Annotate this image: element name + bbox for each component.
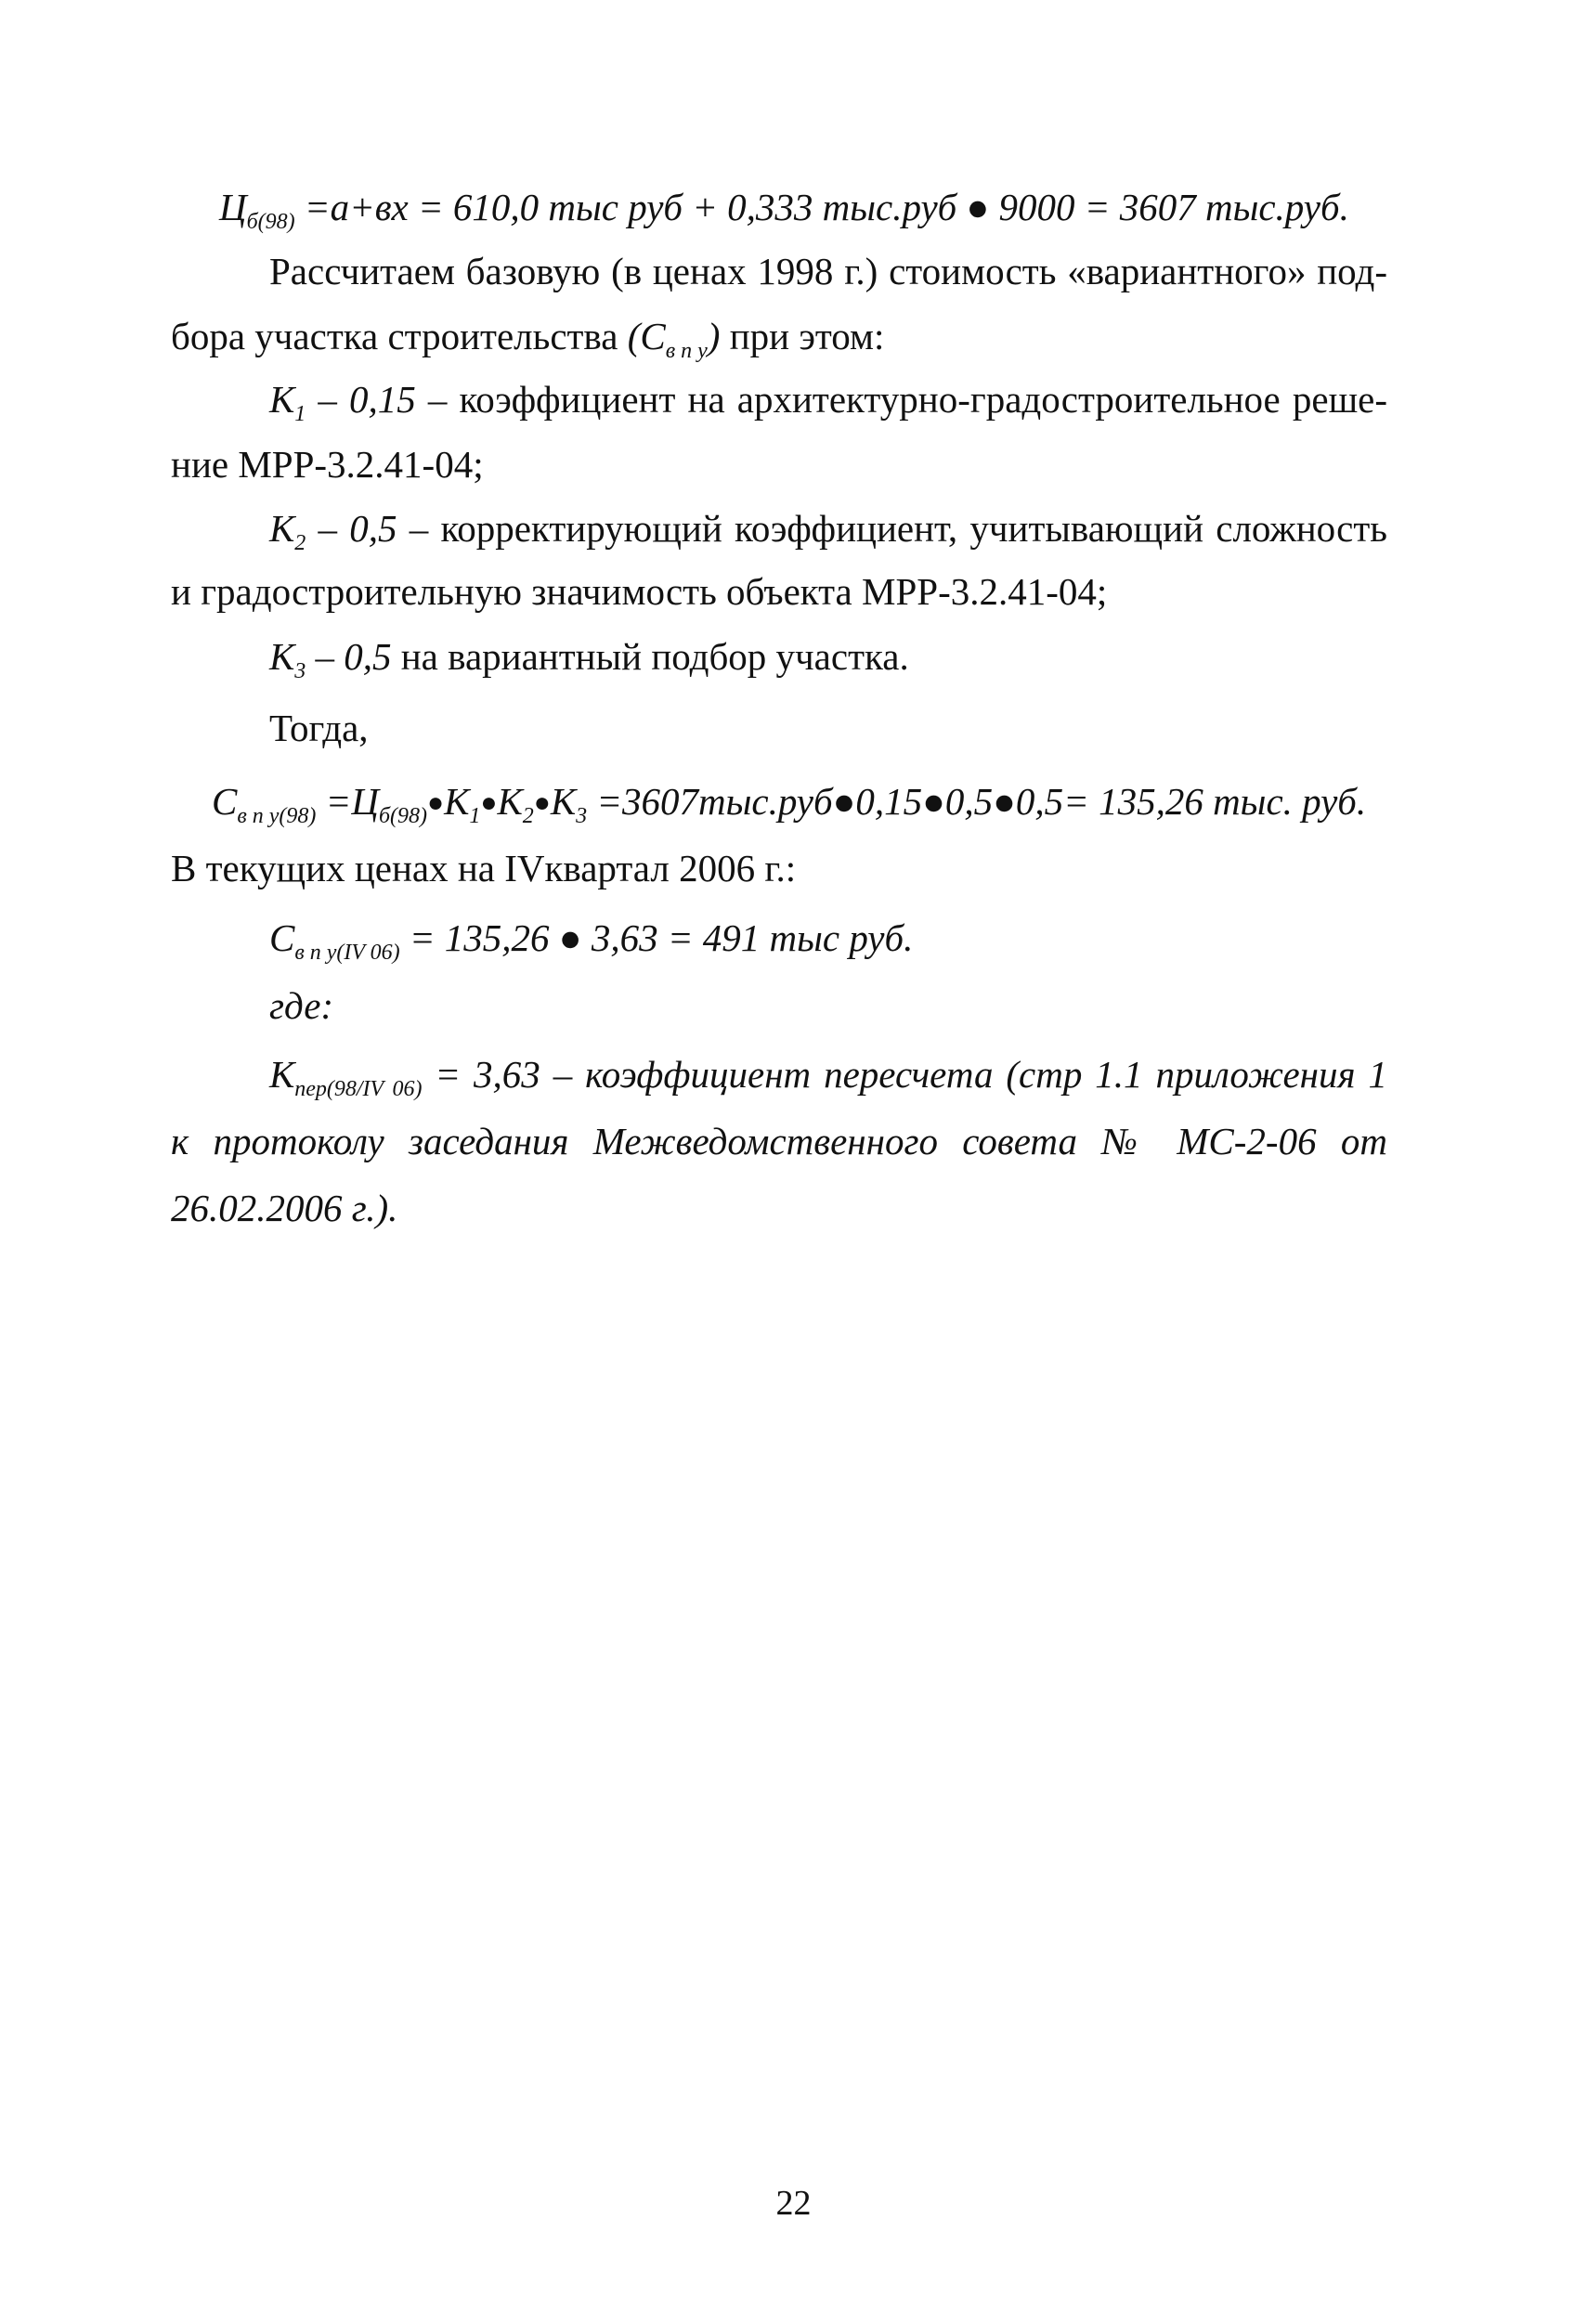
formula-cost-2006: $С_{в п у(IV 06)} = 135,26$ ● 3,63 = 491 тыс руб. — [269, 916, 914, 965]
cost-symbol: $(С_{в п у})$ — [627, 315, 721, 363]
page-number: 22 — [775, 2184, 812, 2223]
k2-definition-line1: $К_2 - 0,5$ – корректирующий коэффициент, учитывающий сложность — [269, 507, 1387, 555]
k1-definition-line2: ние МРР-3.2.41-04; — [171, 443, 484, 486]
paragraph-base-cost-line1: Рассчитаем базовую (в ценах 1998 г.) стоимость «вариантного» под- — [269, 250, 1387, 292]
note-line2: к протоколу заседания Межведомственного совета № МС-2-06 от — [171, 1120, 1387, 1162]
k1-symbol: $К_1 - 0,15$ — [269, 378, 416, 426]
formula-cost-1998: $С_{в п у(98)}$ $=Ц_{б(98)}●К_1●К_2●К_3$ =3607тыс.руб●0,15●0,5●0,5= 135,26 тыс. руб. — [212, 780, 1367, 828]
then-word: Тогда, — [269, 707, 369, 749]
k1-definition-line1: $К_1 - 0,15$ – коэффициент на архитектурно-градостроительное реше- — [269, 378, 1387, 426]
k2-definition-line2: и градостроительную значимость объекта МРР-3.2.41-04; — [171, 570, 1108, 613]
current-prices-heading: В текущих ценах на IVквартал 2006 г.: — [171, 847, 797, 889]
price-subscript: б(98) — [246, 210, 295, 234]
price-symbol: Ц — [219, 186, 247, 228]
k2-symbol: $К_2 - 0,5$ — [269, 507, 397, 555]
paragraph-base-cost-line2: бора участка строительства $(С_{в п у})$ при этом: — [171, 315, 885, 363]
price-expression: =a+вх = 610,0 тыс руб + 0,333 тыс.руб ● 9000 = 3607 тыс.руб. — [294, 186, 1349, 228]
formula-base-price — [219, 184, 1349, 234]
k3-definition: $К_3 - 0,5$ на вариантный подбор участка. — [269, 635, 909, 683]
where-word: где: — [269, 984, 334, 1027]
note-line3: 26.02.2006 г.). — [171, 1187, 398, 1229]
note-line1: $К_{пер(98/IV 06)} = 3,63$ – коэффициент пересчета (стр 1.1 приложения 1 — [269, 1053, 1387, 1101]
k3-symbol: $К_3 - 0,5$ — [269, 635, 392, 683]
